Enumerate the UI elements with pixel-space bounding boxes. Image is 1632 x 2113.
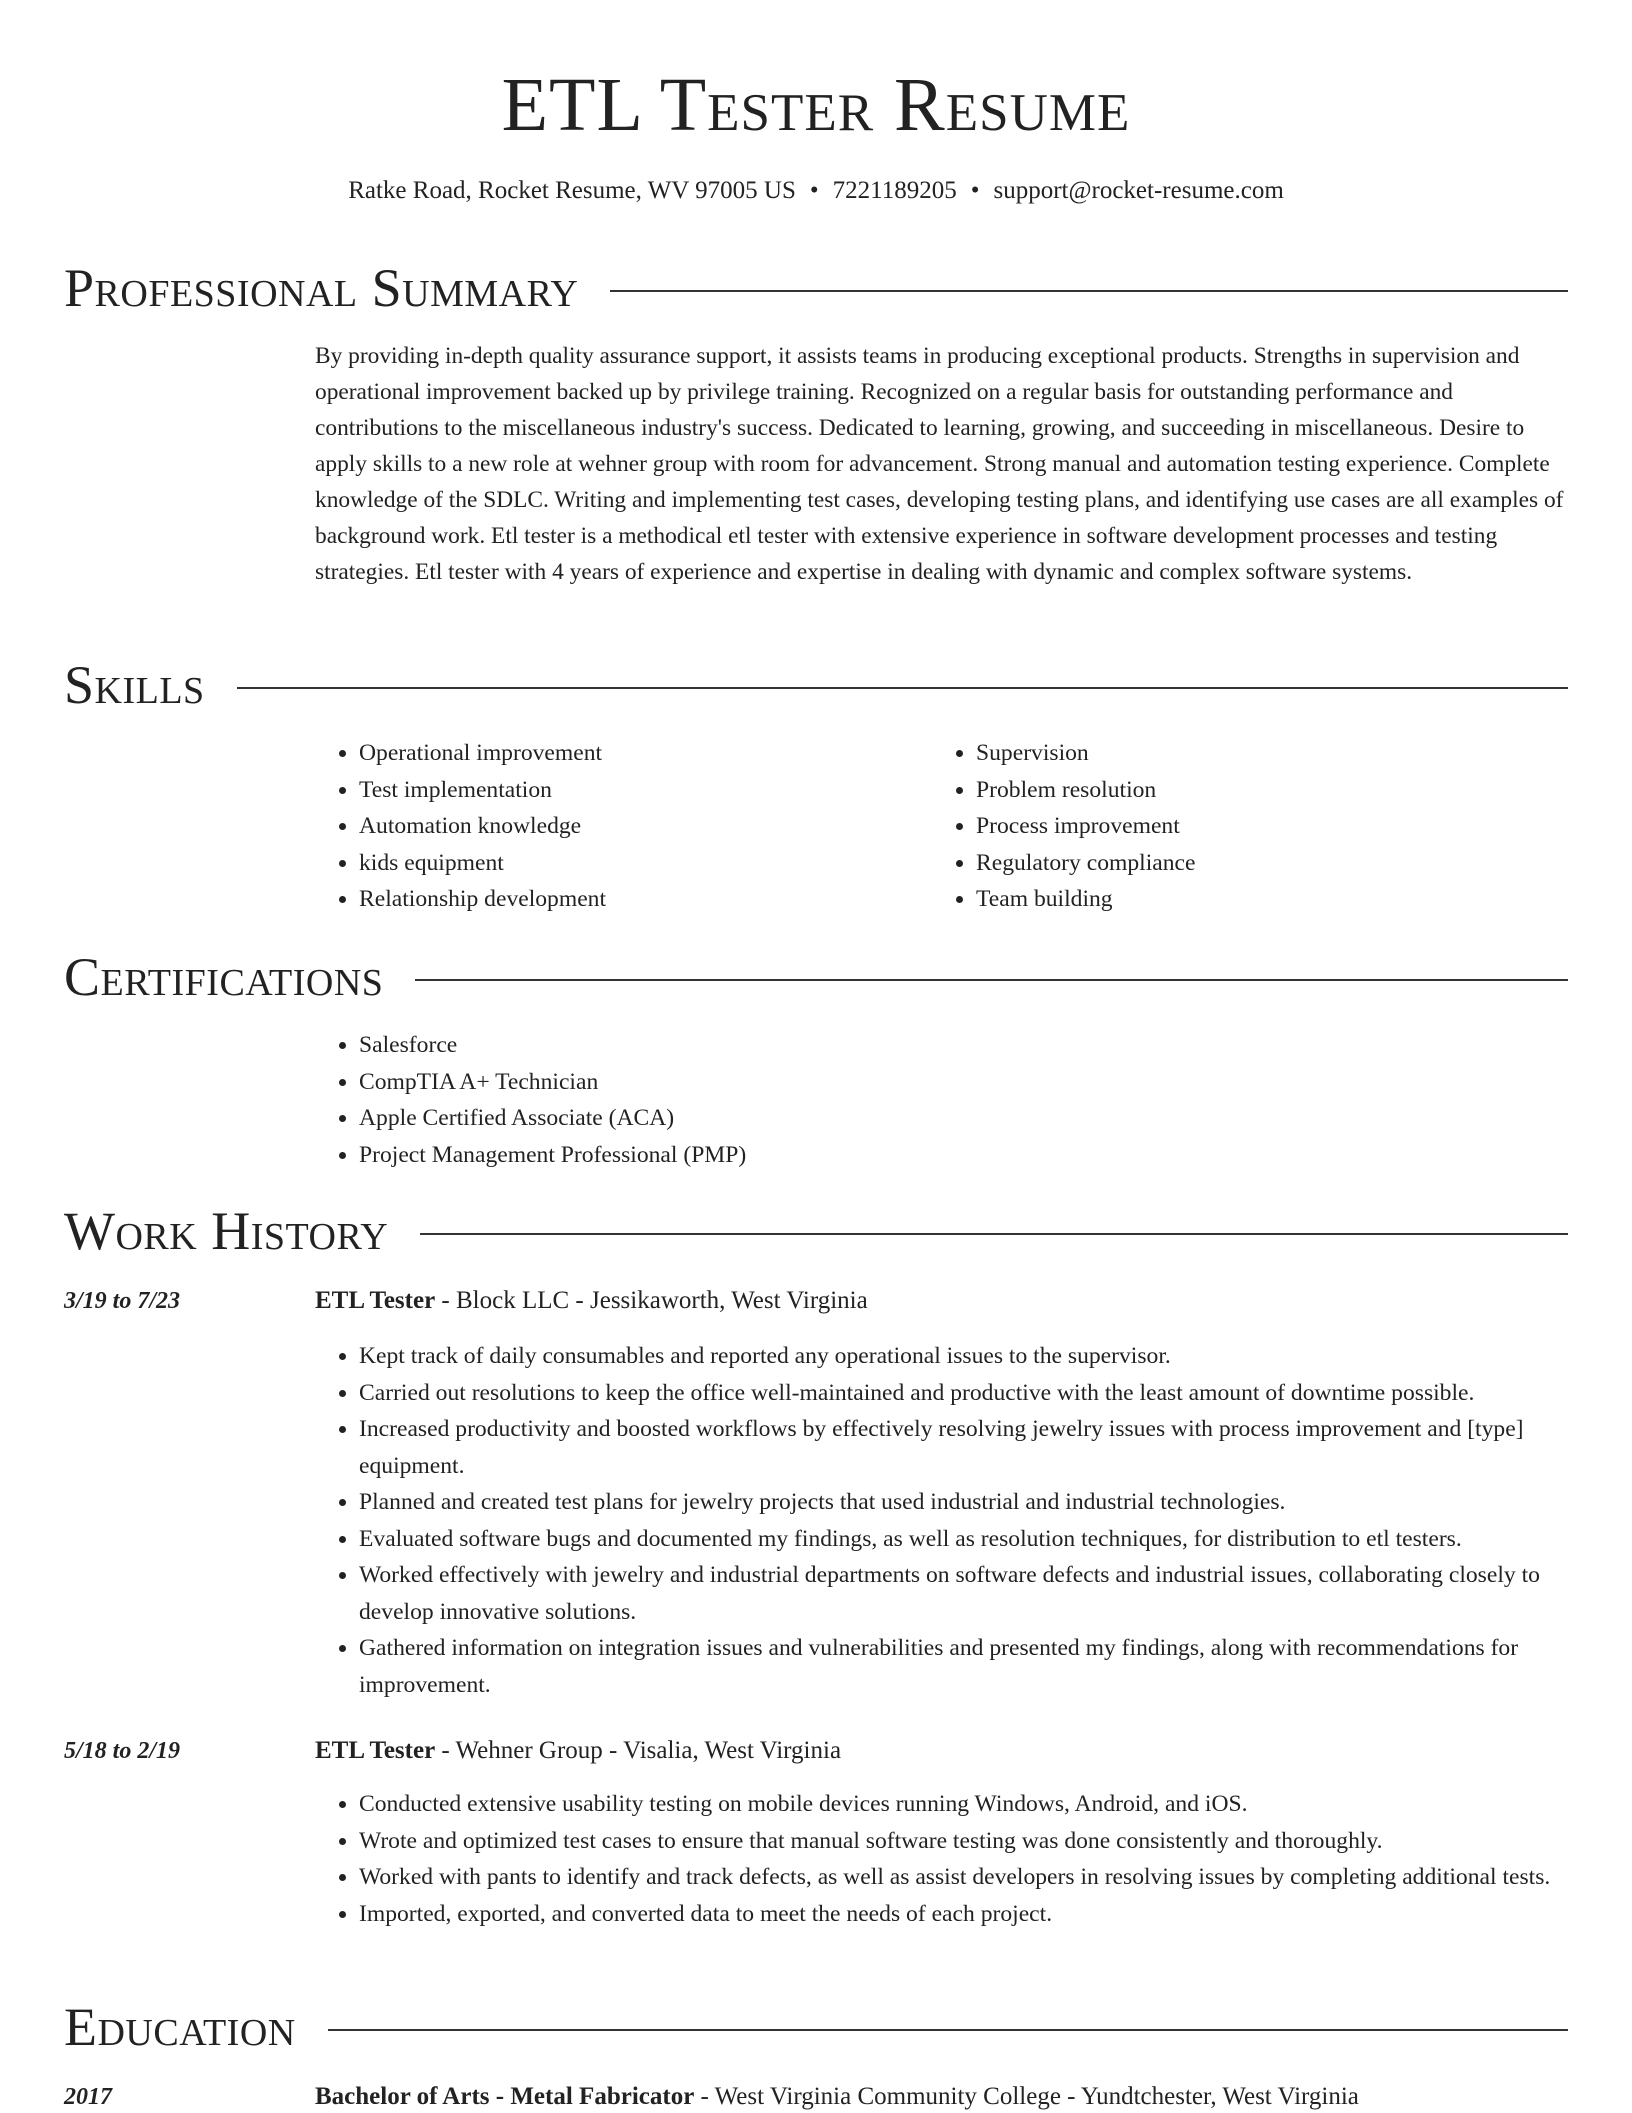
section-divider: [415, 979, 1568, 981]
job-bullet: • Evaluated software bugs and documented my findings, as well as resolution techniques, for distribution to etl testers.: [359, 1521, 1568, 1558]
skills-list-right: [932, 735, 1195, 918]
section-divider: [237, 687, 1568, 689]
summary-section-header: [64, 257, 1568, 319]
summary-text: By providing in-depth quality assurance support, it assists teams in producing exceptional products. Strengths in supervision and operational improvement backed up by privilege training. Recognized on a regular basis for outstanding performance and contributions to the miscellaneous industry's success. Dedicated to learning, growing, and succeeding in miscellaneous. Desire to apply skills to a new role at wehner group with room for advancement. Strong manual and automation testing experience. Complete knowledge of the SDLC. Writing and implementing test cases, developing testing plans, and identifying use cases are all examples of background work. Etl tester is a methodical etl tester with extensive experience in software development processes and testing strategies. Etl tester with 4 years of experience and expertise in dealing with dynamic and complex software systems.: [315, 343, 1564, 585]
job-bullet: • Wrote and optimized test cases to ensure that manual software testing was done consistently and thoroughly.: [359, 1823, 1568, 1860]
job-bullets: [315, 1338, 1568, 1703]
job-dates: 5/18 to 2/19: [64, 1738, 181, 1764]
job-details: - Block LLC - Jessikaworth, West Virginia: [435, 1287, 868, 1314]
skill-item: • Test implementation: [359, 772, 606, 809]
work-history-section-header: [64, 1200, 1568, 1262]
certifications-list: [315, 1027, 746, 1173]
skill-item: • Team building: [976, 881, 1195, 918]
job-title: ETL Tester: [315, 1737, 436, 1764]
job-bullet: • Gathered information on integration issues and vulnerabilities and presented my findings, along with recommendations for improvement.: [359, 1630, 1568, 1703]
education-details: - West Virginia Community College - Yundtchester, West Virginia: [694, 2083, 1359, 2110]
education-heading: Education: [64, 1997, 296, 2057]
skills-heading: Skills: [64, 655, 205, 715]
certifications-heading: Certifications: [64, 947, 384, 1007]
job-bullets-block: [315, 1786, 1568, 1932]
certification-item: • Apple Certified Associate (ACA): [359, 1100, 746, 1137]
skill-item: • Problem resolution: [976, 772, 1195, 809]
contact-line: [0, 175, 1632, 207]
skill-item: • Relationship development: [359, 881, 606, 918]
job-bullet: • Carried out resolutions to keep the office well-maintained and productive with the least amount of downtime possible.: [359, 1375, 1568, 1412]
job-details: - Wehner Group - Visalia, West Virginia: [435, 1737, 842, 1764]
summary-heading: Professional Summary: [64, 258, 579, 318]
education-section-header: [64, 1996, 1568, 2058]
skill-item: • Process improvement: [976, 808, 1195, 845]
skills-list-left: [315, 735, 606, 918]
skill-item: • Supervision: [976, 735, 1195, 772]
job-heading: [315, 1285, 1568, 1317]
job-bullets-block: [315, 1338, 1568, 1703]
skill-item: • Automation knowledge: [359, 808, 606, 845]
certifications-section-header: [64, 946, 1568, 1008]
certification-item: • CompTIA A+ Technician: [359, 1064, 746, 1101]
skills-column-right: [932, 735, 1195, 918]
resume-title: ETL Tester Resume: [501, 63, 1131, 147]
skills-column-left: [315, 735, 606, 918]
education-year: 2017: [64, 2084, 112, 2110]
job-dates: 3/19 to 7/23: [64, 1288, 181, 1314]
contact-address: Ratke Road, Rocket Resume, WV 97005 US: [348, 177, 796, 204]
contact-separator: •: [809, 177, 819, 204]
section-divider: [328, 2029, 1568, 2031]
job-bullet: • Worked effectively with jewelry and industrial departments on software defects and industrial issues, collaborating closely to develop innovative solutions.: [359, 1557, 1568, 1630]
certification-item: • Project Management Professional (PMP): [359, 1137, 746, 1174]
contact-phone: 7221189205: [832, 177, 957, 204]
certification-item: • Salesforce: [359, 1027, 746, 1064]
work-history-heading: Work History: [64, 1201, 389, 1261]
skills-section-header: [64, 654, 1568, 716]
job-bullet: • Imported, exported, and converted data to meet the needs of each project.: [359, 1896, 1568, 1933]
contact-email: support@rocket-resume.com: [993, 177, 1284, 204]
job-title: ETL Tester: [315, 1287, 436, 1314]
job-heading: [315, 1735, 1568, 1767]
job-bullet: • Planned and created test plans for jewelry projects that used industrial and industrial technologies.: [359, 1484, 1568, 1521]
job-bullets: [315, 1786, 1568, 1932]
job-bullet: • Increased productivity and boosted workflows by effectively resolving jewelry issues with process improvement and [type] equipment.: [359, 1411, 1568, 1484]
skill-item: • kids equipment: [359, 845, 606, 882]
skill-item: • Regulatory compliance: [976, 845, 1195, 882]
section-divider: [420, 1233, 1568, 1235]
education-heading-line: [315, 2081, 1568, 2113]
job-bullet: • Kept track of daily consumables and reported any operational issues to the supervisor.: [359, 1338, 1568, 1375]
section-divider: [610, 290, 1568, 292]
contact-separator: •: [970, 177, 980, 204]
education-degree: Bachelor of Arts - Metal Fabricator: [315, 2083, 695, 2110]
job-bullet: • Worked with pants to identify and track defects, as well as assist developers in resolving issues by completing additional tests.: [359, 1859, 1568, 1896]
skill-item: • Operational improvement: [359, 735, 606, 772]
certifications-block: [315, 1027, 746, 1173]
job-bullet: • Conducted extensive usability testing on mobile devices running Windows, Android, and iOS.: [359, 1786, 1568, 1823]
